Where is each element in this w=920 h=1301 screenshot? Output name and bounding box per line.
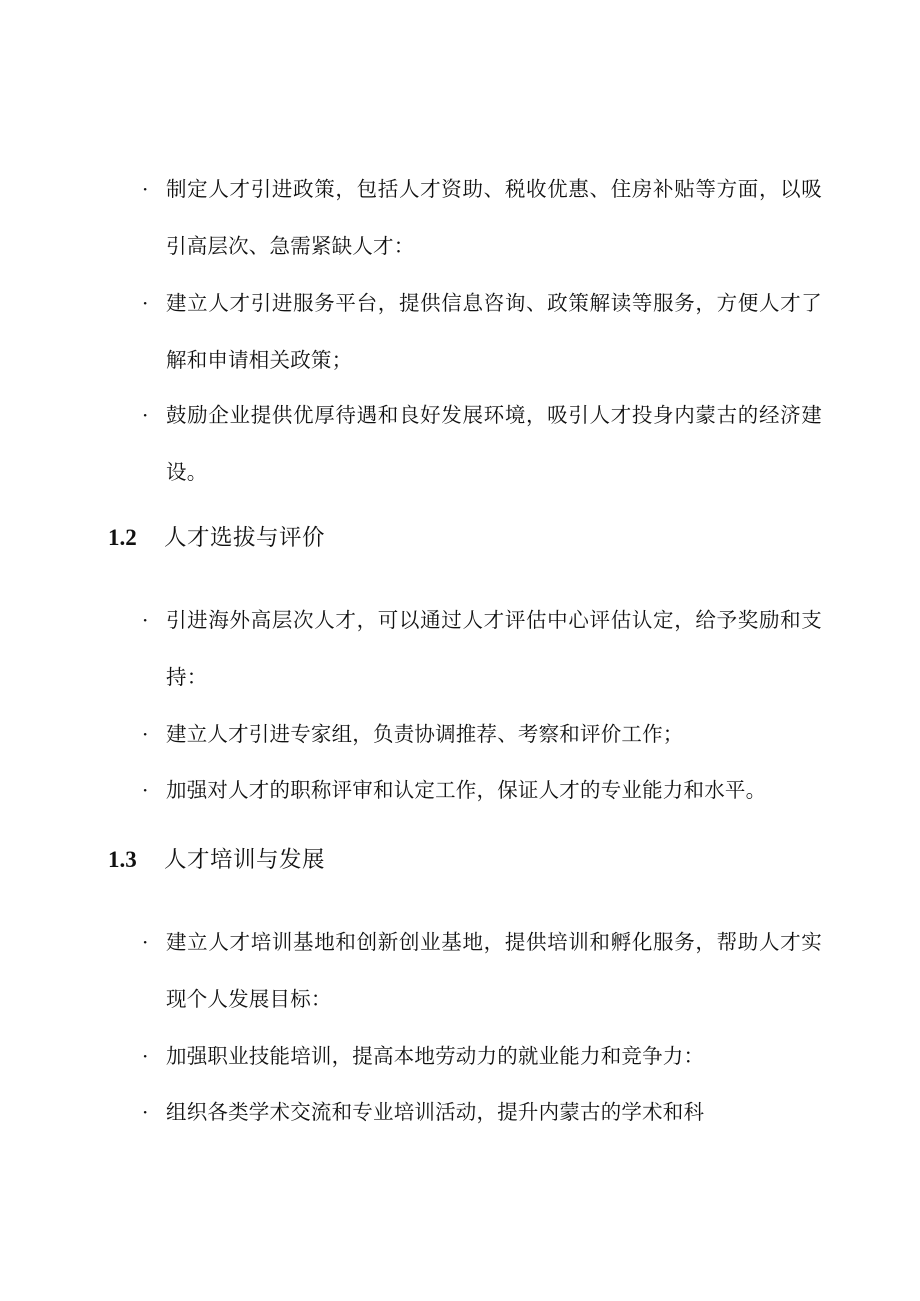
bullet-icon: · — [142, 291, 149, 315]
section-number: 1.2 — [108, 525, 137, 550]
bullet-icon: · — [142, 930, 149, 954]
bullet-icon: · — [142, 1100, 149, 1124]
list-item-text: 组织各类学术交流和专业培训活动，提升内蒙古的学术和科 — [166, 1100, 705, 1124]
bullet-icon: · — [142, 778, 149, 802]
list-item-text: 加强职业技能培训，提高本地劳动力的就业能力和竞争力： — [166, 1044, 705, 1068]
bullet-icon: · — [142, 1044, 149, 1068]
section-title: 人才培训与发展 — [164, 847, 326, 873]
bullet-icon: · — [142, 177, 149, 201]
section-number: 1.3 — [108, 847, 137, 872]
list-item-text: 建立人才引进专家组，负责协调推荐、考察和评价工作； — [166, 722, 684, 746]
section-heading — [108, 518, 708, 558]
list-item-text: 建立人才培训基地和创新创业基地，提供培训和孵化服务，帮助人才实现个人发展目标： — [166, 930, 822, 1011]
bullet-icon: · — [142, 722, 149, 746]
section-heading — [108, 840, 708, 880]
list-item-text: 引进海外高层次人才，可以通过人才评估中心评估认定，给予奖励和支持： — [166, 608, 822, 689]
list-item-text: 鼓励企业提供优厚待遇和良好发展环境，吸引人才投身内蒙古的经济建设。 — [166, 403, 822, 484]
list-item-text: 建立人才引进服务平台，提供信息咨询、政策解读等服务，方便人才了解和申请相关政策； — [166, 291, 822, 372]
bullet-icon: · — [142, 608, 149, 632]
section-title: 人才选拔与评价 — [164, 525, 326, 551]
list-item-text: 制定人才引进政策，包括人才资助、税收优惠、住房补贴等方面，以吸引高层次、急需紧缺人才： — [166, 177, 822, 258]
bullet-icon: · — [142, 403, 149, 427]
list-item-text: 加强对人才的职称评审和认定工作，保证人才的专业能力和水平。 — [166, 778, 767, 802]
